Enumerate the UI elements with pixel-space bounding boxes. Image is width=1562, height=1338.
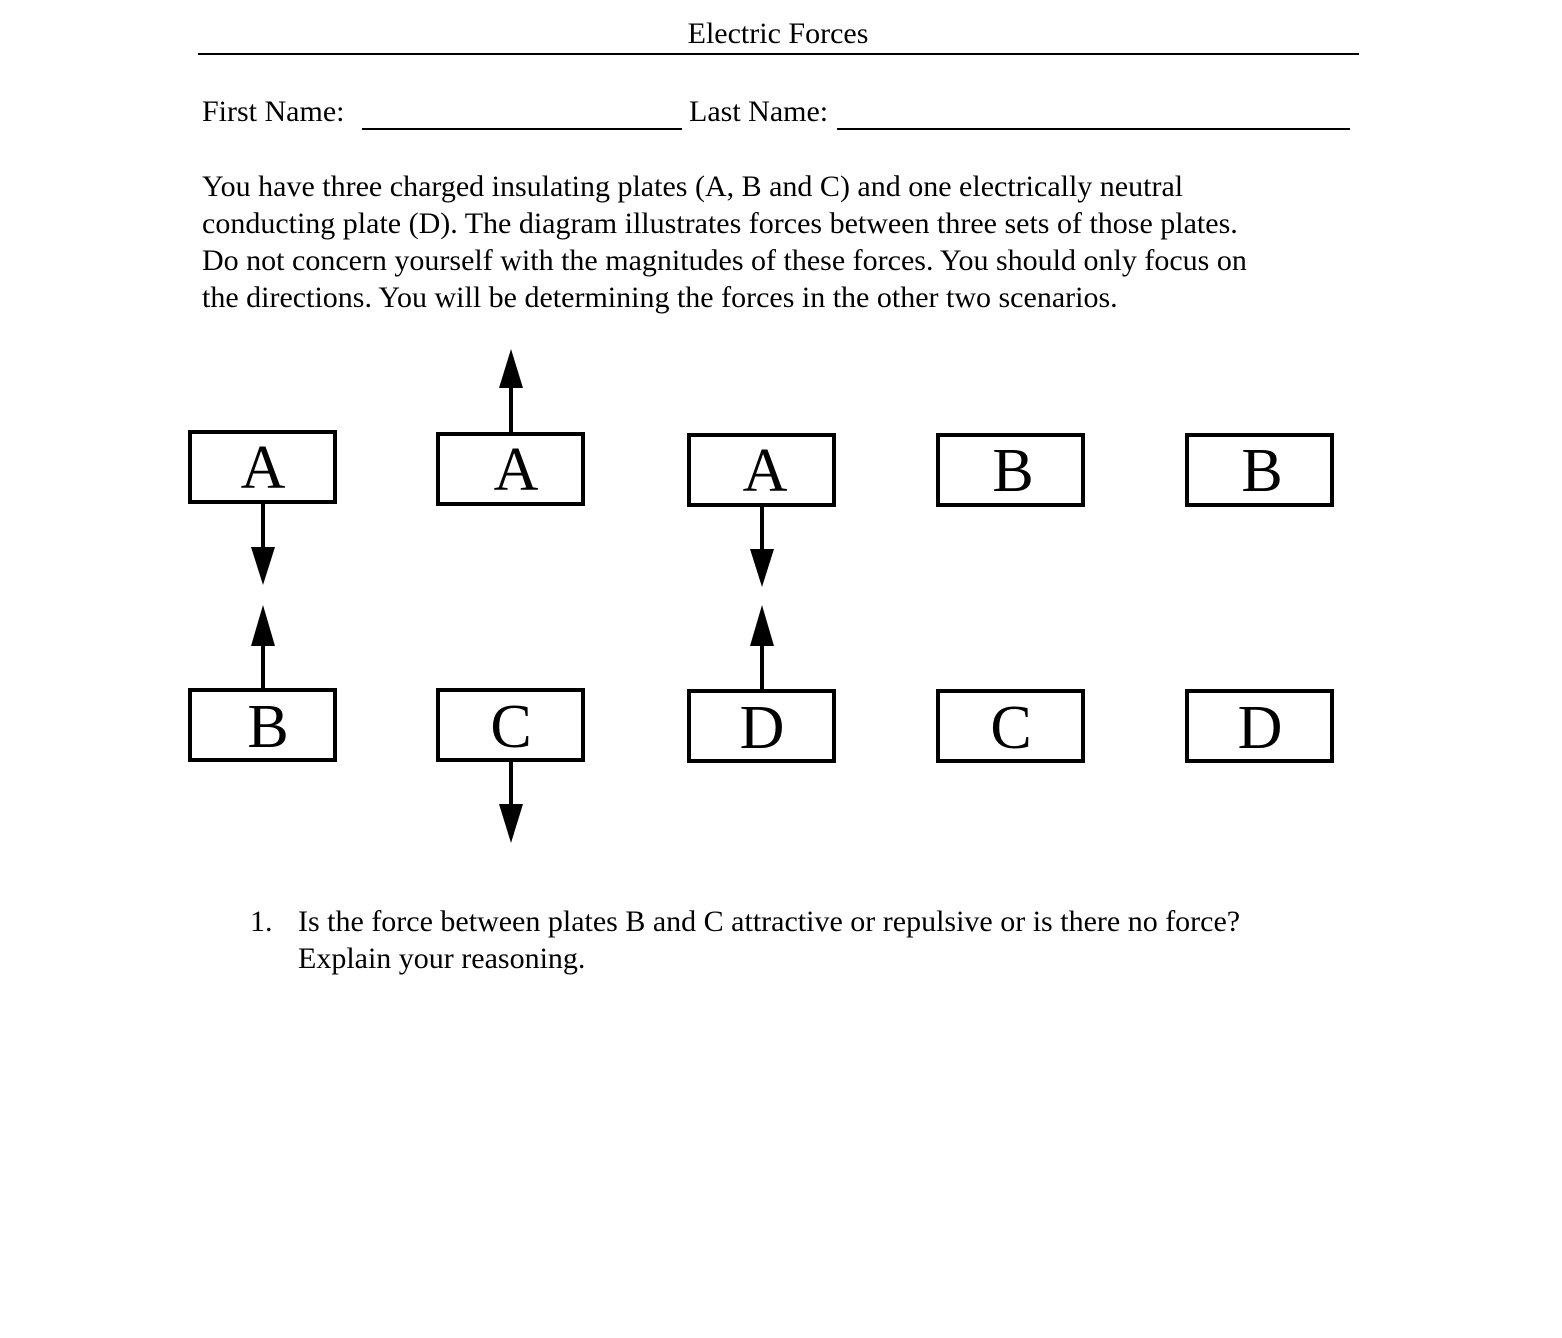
pair-2 [438, 349, 583, 843]
plate-label: B [1241, 437, 1283, 505]
question-line: Explain your reasoning. [298, 942, 586, 975]
intro-line: the directions. You will be determining the forces in the other two scenarios. [202, 281, 1118, 314]
plate-label: C [490, 693, 532, 761]
plate-label: A [240, 434, 286, 502]
plate-label: C [990, 694, 1032, 762]
question-text [298, 903, 1348, 977]
intro-line: Do not concern yourself with the magnitudes of these forces. You should only focus on [202, 244, 1247, 277]
last-name-label: Last Name: [689, 95, 829, 128]
pair-1 [190, 432, 335, 761]
plate-label: B [992, 437, 1034, 505]
first-name-label: First Name: [202, 95, 345, 128]
intro-line: You have three charged insulating plates (A, B and C) and one electrically neutral [202, 170, 1184, 203]
plate-label: D [1237, 694, 1283, 762]
force-arrow-down-icon [499, 760, 523, 843]
force-arrow-up-icon [251, 605, 275, 690]
plate-label: A [742, 437, 788, 505]
pair-3 [689, 435, 834, 762]
pair-4 [938, 435, 1083, 762]
force-arrow-up-icon [499, 349, 523, 434]
force-arrow-up-icon [750, 605, 774, 691]
intro-line: conducting plate (D). The diagram illustrates forces between three sets of those plates. [202, 207, 1238, 240]
plate-label: B [247, 693, 289, 761]
force-arrow-down-icon [750, 505, 774, 587]
page-title: Electric Forces [687, 17, 869, 50]
plate-label: A [493, 436, 539, 504]
question-number: 1. [250, 905, 273, 938]
plate-label: D [739, 694, 785, 762]
question-line: Is the force between plates B and C attractive or repulsive or is there no force? [298, 905, 1241, 938]
force-arrow-down-icon [251, 502, 275, 585]
pair-5 [1187, 435, 1332, 762]
